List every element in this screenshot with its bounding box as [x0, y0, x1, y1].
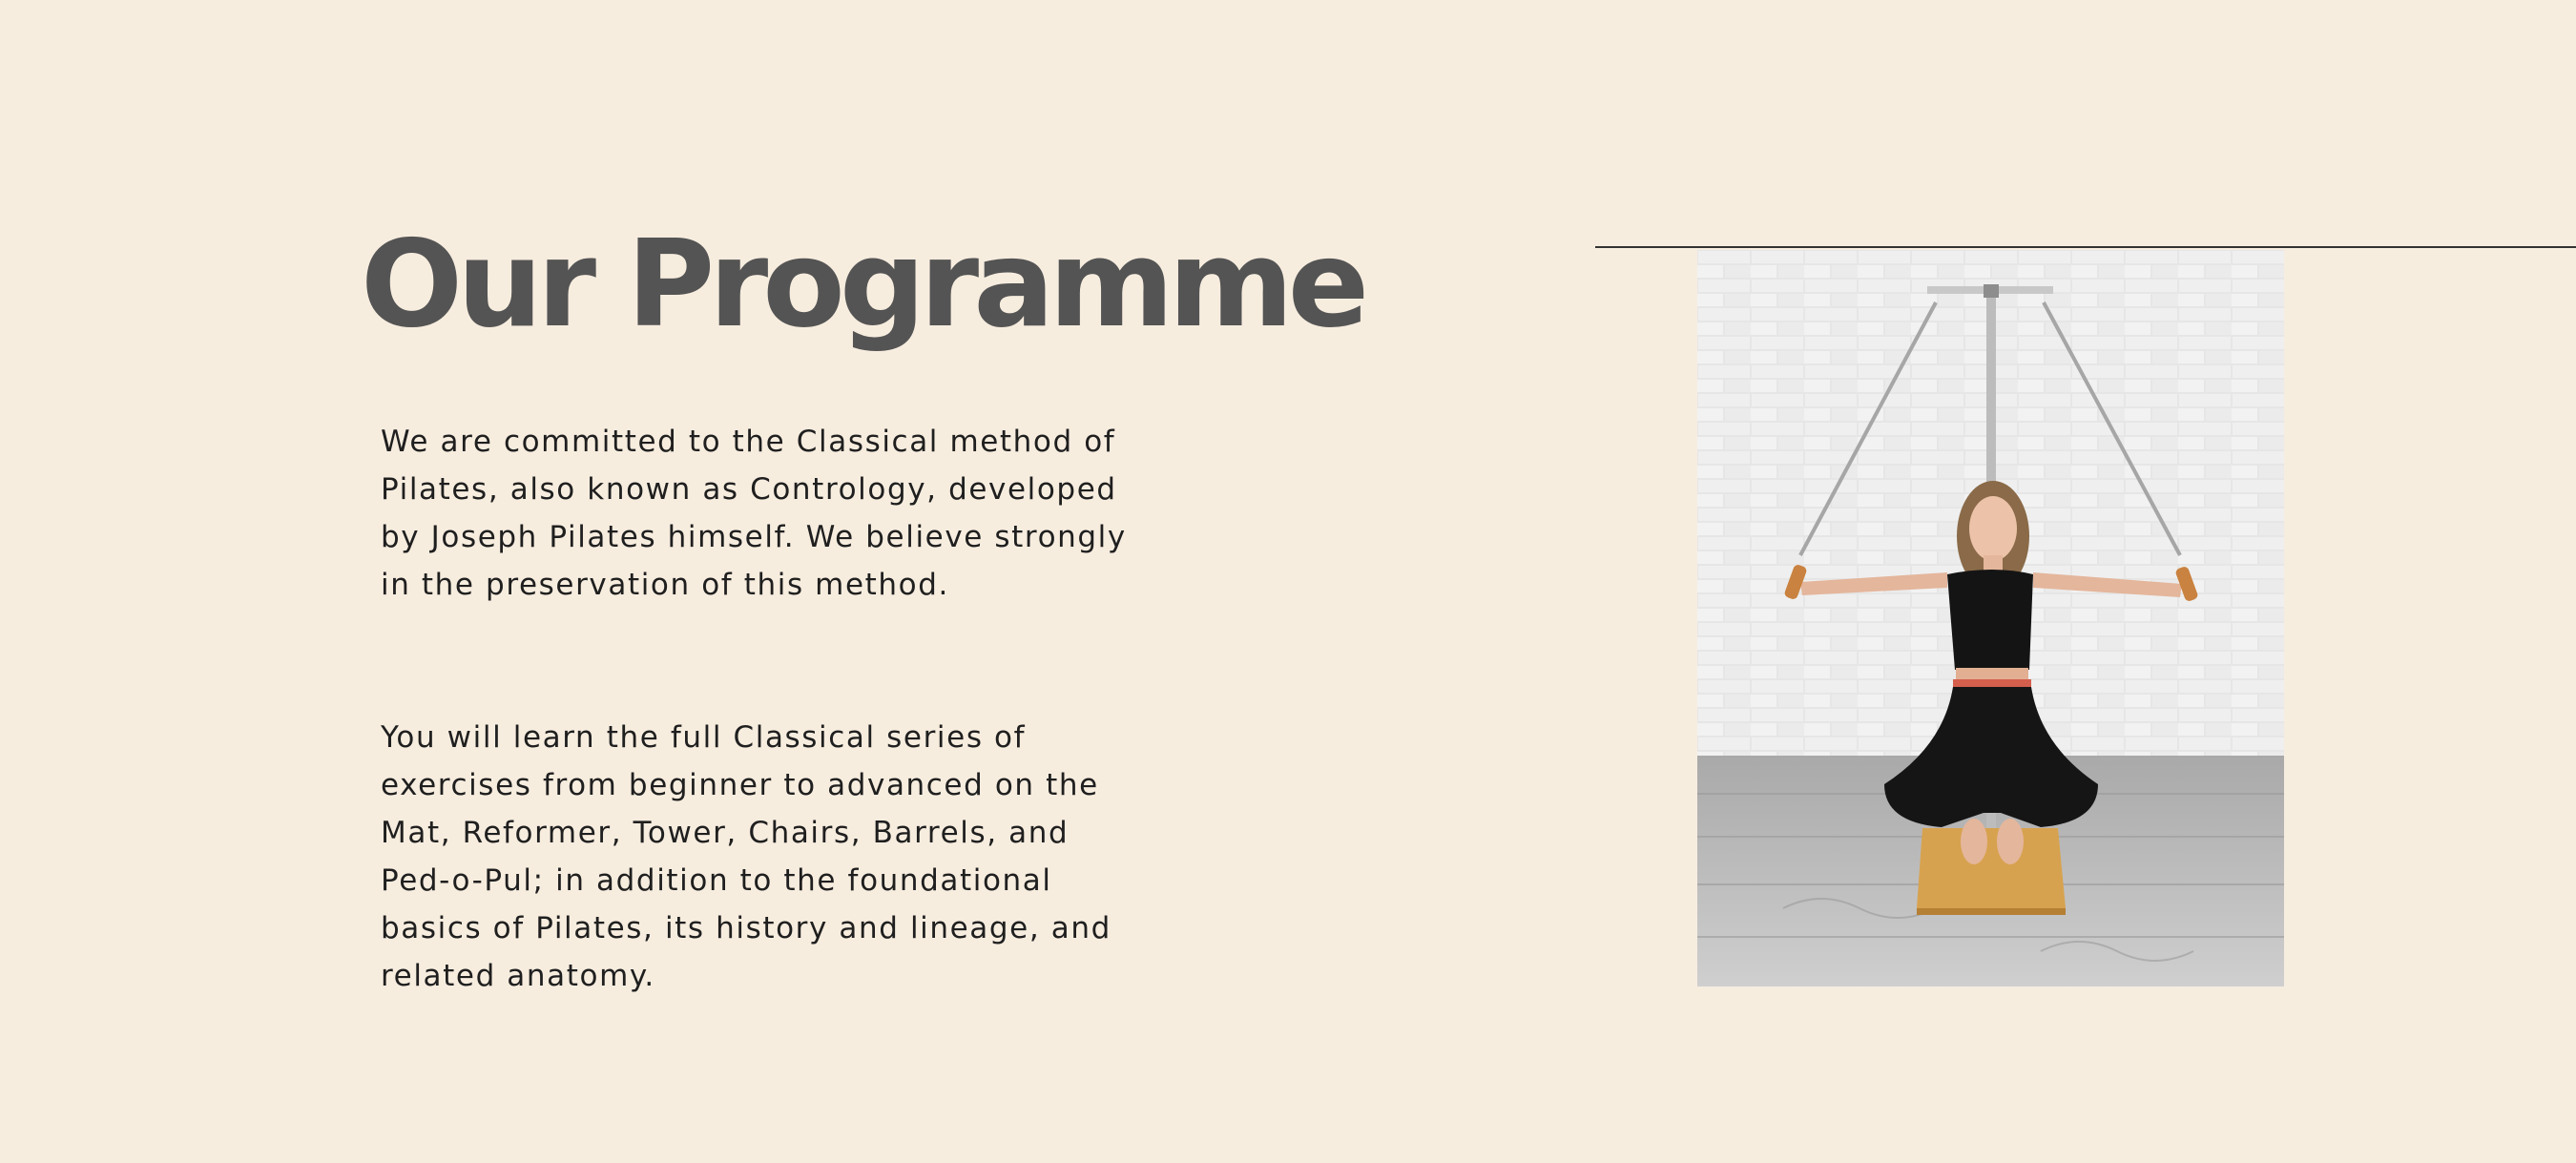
pilates-photo-illustration — [1697, 250, 2284, 986]
curriculum-paragraph: You will learn the full Classical series of exercises from beginner to advanced on the Mat, Reformer, Tower, Chairs, Barrels, and Ped-o-Pul; in addition to the foundational basics of Pilates, its history and lineage, and related anatomy. — [381, 720, 1111, 993]
page-title: Our Programme — [361, 214, 1364, 354]
horizontal-divider — [1595, 246, 2576, 248]
programme-photo — [1697, 250, 2284, 986]
intro-paragraph: We are committed to the Classical method of Pilates, also known as Contrology, developed by Joseph Pilates himself. We believe strongly in the preservation of this method. — [381, 425, 1127, 602]
wooden-platform — [1917, 828, 2066, 908]
